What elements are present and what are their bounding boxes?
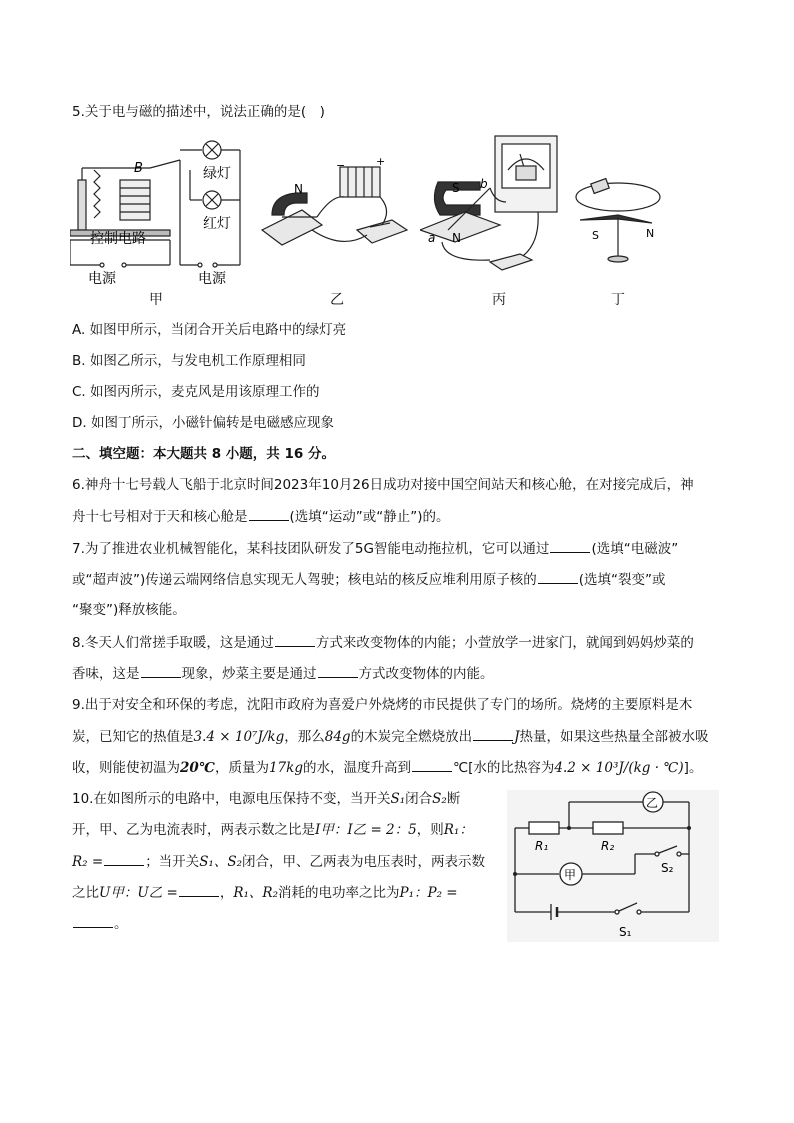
answer-blank: [412, 757, 452, 772]
resistor-r2-label: R₂: [601, 839, 615, 853]
q10-text: 开，甲、乙为电流表时，两表示数之比是: [72, 822, 315, 838]
q10-text: 。: [114, 916, 128, 932]
q5-option-c: C. 如图丙所示，麦克风是用该原理工作的: [72, 384, 320, 400]
label-ding-n: N: [646, 227, 655, 240]
meter-yi-label: 乙: [646, 796, 659, 810]
q10-text: 断: [446, 791, 461, 807]
q9-text: 的水，温度升高到: [302, 760, 411, 776]
q9-text: ，质量为: [214, 760, 269, 776]
circuit-diagram: [507, 790, 719, 942]
q10-text: 之比: [72, 885, 99, 901]
q9-text: ℃[水的比热容为: [452, 760, 555, 776]
q10-line5: [72, 913, 128, 934]
q5-option-d: D. 如图丁所示，小磁针偏转是电磁感应现象: [72, 415, 334, 431]
q7-line1: [72, 538, 678, 559]
label-ding-s: S: [592, 229, 599, 242]
q9-text: 的木炭完全燃烧放出: [350, 729, 473, 745]
label-yi-n: N: [294, 182, 303, 196]
label-yi-plus: +: [376, 155, 386, 168]
figure-jia-relay: [70, 140, 250, 290]
label-control-circuit: 控制电路: [90, 231, 146, 247]
q7-line2: [72, 569, 666, 590]
section-heading: 二、填空题：本大题共 8 小题，共 16 分。: [72, 446, 335, 462]
answer-blank: [473, 726, 513, 741]
q5-option-b: B. 如图乙所示，与发电机工作原理相同: [72, 353, 306, 369]
caption-bing: 丙: [492, 292, 506, 308]
q10-line2: [72, 820, 473, 840]
caption-yi: 乙: [330, 292, 344, 308]
q5-stem: 5.关于电与磁的描述中，说法正确的是( ): [72, 104, 325, 120]
q7-line3: “聚变”)释放核能。: [72, 602, 186, 618]
figure-bing-generator: [420, 130, 570, 275]
math-water-mass: 17kg: [268, 760, 303, 776]
answer-blank: [249, 506, 289, 521]
answer-blank: [179, 882, 219, 897]
math-temperature: 20℃: [180, 760, 215, 776]
q10-text: ，: [219, 885, 234, 901]
q10-line3: [72, 851, 485, 872]
figure-yi-motor: [252, 155, 412, 255]
switch-s2-label: S₂: [661, 861, 674, 875]
label-bing-b: b: [480, 177, 488, 191]
label-b: B: [134, 161, 143, 176]
answer-blank: [104, 851, 144, 866]
math-r1-r2: R₁、R₂: [233, 885, 279, 901]
math-r2: R₂ =: [72, 854, 104, 870]
q9-text: 收，则能使初温为: [72, 760, 180, 776]
q10-text: 闭合，甲、乙两表为电压表时，两表示数: [242, 854, 486, 870]
answer-blank: [318, 663, 358, 678]
label-bing-n: N: [452, 231, 461, 245]
math-heat-value: 3.4 × 10⁷J/kg: [193, 729, 285, 745]
q9-line2: [72, 726, 709, 747]
q8-line2: [72, 663, 494, 684]
math-s2: S₂: [432, 791, 447, 807]
label-green-lamp: 绿灯: [203, 166, 231, 182]
figure-ding-needle: [570, 175, 670, 275]
q10-line1: [72, 789, 460, 809]
q8-text: 现象，炒菜主要是通过: [181, 666, 317, 682]
q9-line1: 9.出于对安全和环保的考虑，沈阳市政府为喜爱户外烧烤的市民提供了专门的场所。烧烤的主要原料是木: [72, 697, 693, 713]
math-specific-heat: 4.2 × 10³J/(kg · ℃): [554, 760, 684, 776]
q7-text: 或“超声波”)传递云端网络信息实现无人驾驶；核电站的核反应堆利用原子核的: [72, 572, 537, 588]
q7-text: (选填“裂变”或: [578, 572, 666, 588]
q10-line4: [72, 882, 458, 903]
q8-text: 方式来改变物体的内能；小萱放学一进家门，就闻到妈妈炒菜的: [315, 635, 694, 651]
math-voltage-ratio: U甲：U乙 =: [99, 885, 178, 901]
math-s1-s2: S₁、S₂: [199, 854, 243, 870]
q7-text: (选填“电磁波”: [591, 541, 679, 557]
q6-line1: 6.神舟十七号载人飞船于北京时间2023年10月26日成功对接中国空间站天和核心舱，在对接完成后，神: [72, 477, 694, 493]
q6-text: 舟十七号相对于天和核心舱是: [72, 509, 248, 525]
answer-blank: [275, 632, 315, 647]
label-red-lamp: 红灯: [203, 216, 231, 232]
math-current-ratio: I甲：I乙 = 2：5: [315, 822, 417, 838]
q8-text: 香味，这是: [72, 666, 140, 682]
q9-text: 炭，已知它的热值是: [72, 729, 194, 745]
q10-text: 闭合: [405, 791, 433, 807]
q8-text: 方式改变物体的内能。: [358, 666, 494, 682]
label-bing-a: a: [428, 231, 436, 245]
answer-blank: [550, 538, 590, 553]
q9-text: ，那么: [284, 729, 325, 745]
math-power-ratio: P₁：P₂ =: [399, 885, 458, 901]
q10-text: 消耗的电功率之比为: [278, 885, 400, 901]
q5-option-a: A. 如图甲所示，当闭合开关后电路中的绿灯亮: [72, 322, 347, 338]
q7-text: 7.为了推进农业机械智能化，某科技团队研发了5G智能电动拖拉机，它可以通过: [72, 541, 550, 557]
answer-blank: [141, 663, 181, 678]
label-source-right: 电源: [198, 271, 226, 287]
answer-blank: [538, 569, 578, 584]
caption-ding: 丁: [611, 292, 625, 308]
math-r1: R₁：: [443, 822, 473, 838]
q9-line3: [72, 757, 702, 778]
q10-text: ；当开关: [145, 854, 200, 870]
answer-blank: [73, 913, 113, 928]
math-mass: 84g: [324, 729, 351, 745]
q6-text: (选填“运动”或“静止”)的。: [289, 509, 450, 525]
q6-line2: [72, 506, 450, 527]
q9-text: ]。: [683, 760, 703, 776]
label-yi-minus: −: [336, 159, 346, 172]
switch-s1-label: S₁: [619, 925, 632, 939]
caption-jia: 甲: [149, 292, 163, 308]
math-s1: S₁: [390, 791, 406, 807]
q8-line1: [72, 632, 694, 653]
math-unit: J: [514, 729, 520, 745]
label-bing-s: S: [452, 181, 460, 195]
q10-text: ，则: [416, 822, 444, 838]
q10-text: 10.在如图所示的电路中，电源电压保持不变，当开关: [72, 791, 391, 807]
meter-jia-label: 甲: [564, 868, 577, 882]
resistor-r1-label: R₁: [535, 839, 549, 853]
q9-text: 热量，如果这些热量全部被水吸: [519, 729, 709, 745]
q8-text: 8.冬天人们常搓手取暖，这是通过: [72, 635, 274, 651]
label-source-left: 电源: [88, 271, 116, 287]
